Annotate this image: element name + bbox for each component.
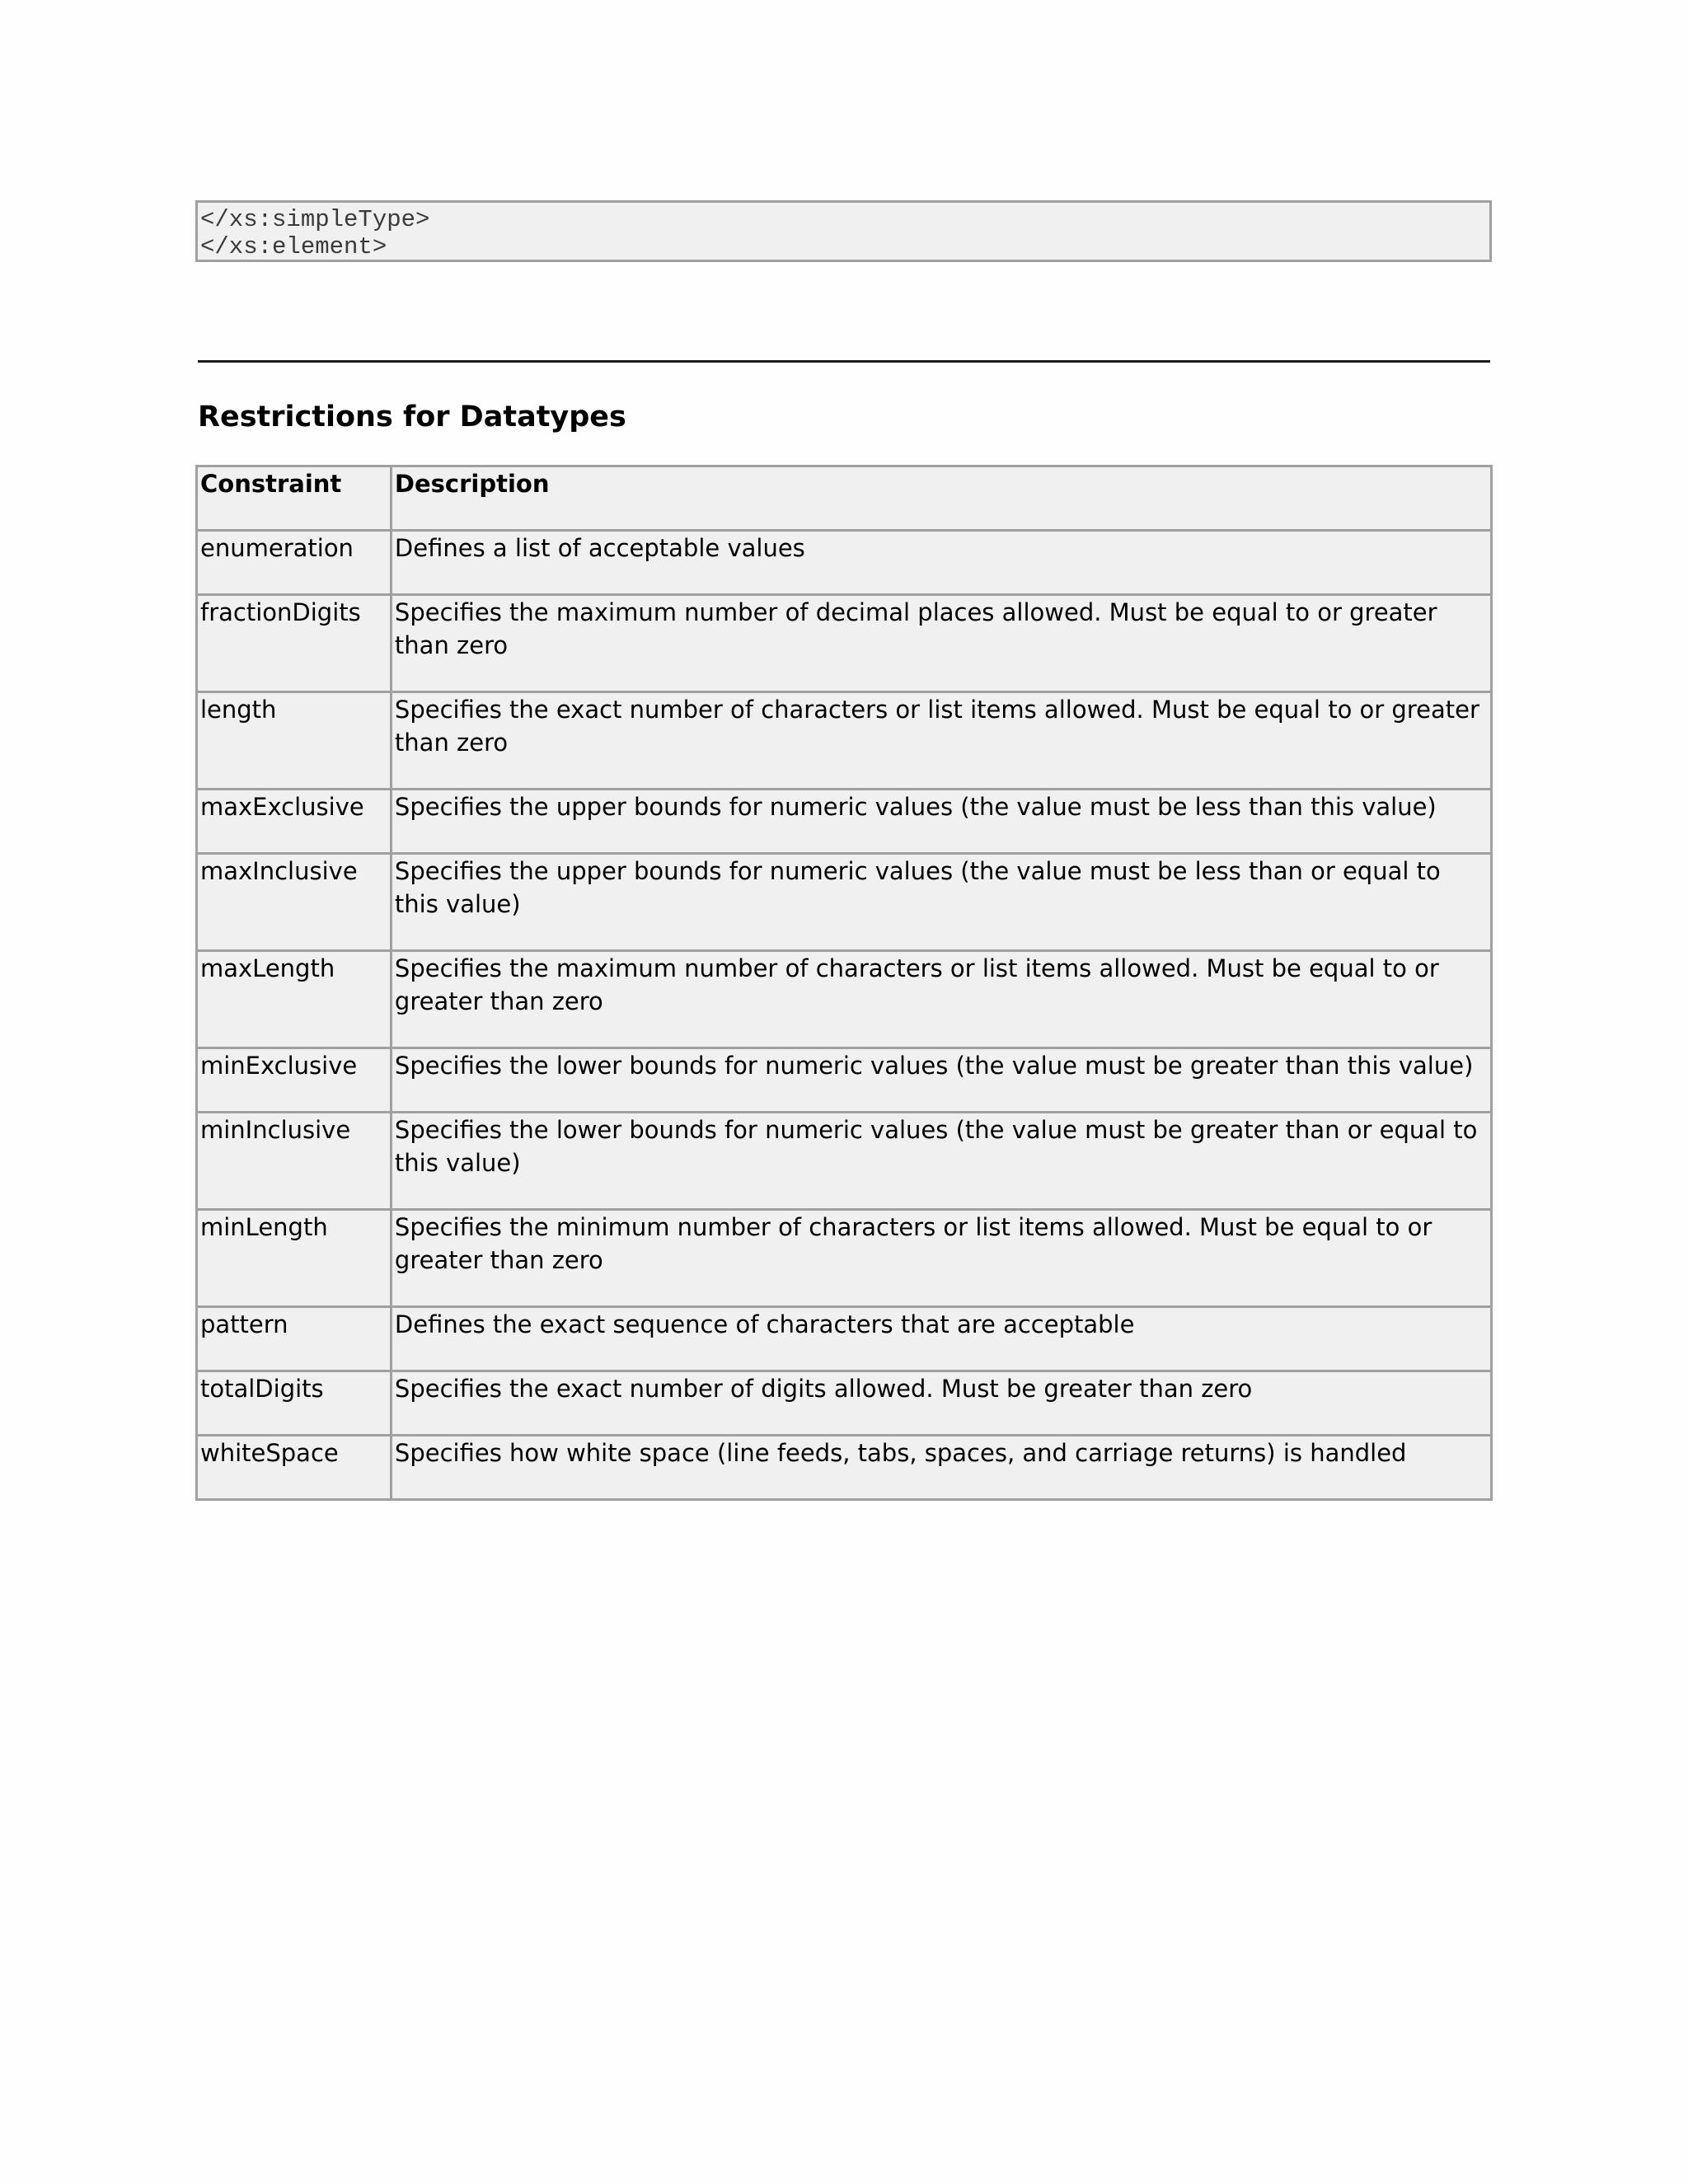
section-heading: Restrictions for Datatypes: [198, 401, 626, 434]
table-row: [197, 790, 1492, 854]
table-row: [197, 1436, 1492, 1500]
description-cell: Specifies the upper bounds for numeric values (the value must be less than this value): [391, 790, 1491, 854]
code-line: </xs:element>: [200, 233, 387, 260]
constraint-cell: totalDigits: [197, 1371, 392, 1436]
description-cell: Specifies the exact number of digits allowed. Must be greater than zero: [391, 1371, 1491, 1436]
constraint-cell: fractionDigits: [197, 595, 392, 692]
description-cell: Specifies the lower bounds for numeric values (the value must be greater than or equal to this value): [391, 1113, 1491, 1210]
table-row: [197, 1307, 1492, 1371]
description-cell: Specifies the upper bounds for numeric values (the value must be less than or equal to this value): [391, 854, 1491, 951]
constraint-cell: minExclusive: [197, 1048, 392, 1113]
table-row: [197, 595, 1492, 692]
description-cell: Defines a list of acceptable values: [391, 531, 1491, 595]
horizontal-rule: [198, 360, 1490, 363]
constraint-cell: maxInclusive: [197, 854, 392, 951]
table-row: [197, 531, 1492, 595]
constraint-cell: enumeration: [197, 531, 392, 595]
constraint-cell: minLength: [197, 1210, 392, 1307]
constraint-cell: maxLength: [197, 951, 392, 1048]
description-cell: Specifies the maximum number of decimal places allowed. Must be equal to or greater than zero: [391, 595, 1491, 692]
table-row: [197, 692, 1492, 790]
table-row: [197, 854, 1492, 951]
table-row: [197, 951, 1492, 1048]
code-line: </xs:simpleType>: [200, 206, 430, 233]
description-cell: Specifies the exact number of characters or list items allowed. Must be equal to or greater than zero: [391, 692, 1491, 790]
table-row: [197, 1048, 1492, 1113]
description-cell: Defines the exact sequence of characters that are acceptable: [391, 1307, 1491, 1371]
description-cell: Specifies the minimum number of characters or list items allowed. Must be equal to or greater than zero: [391, 1210, 1491, 1307]
description-cell: Specifies the lower bounds for numeric values (the value must be greater than this value): [391, 1048, 1491, 1113]
description-cell: Specifies how white space (line feeds, tabs, spaces, and carriage returns) is handled: [391, 1436, 1491, 1500]
code-block: [195, 200, 1492, 262]
constraint-cell: length: [197, 692, 392, 790]
description-cell: Specifies the maximum number of characters or list items allowed. Must be equal to or greater than zero: [391, 951, 1491, 1048]
restrictions-table: [195, 465, 1493, 1501]
table-row: [197, 1113, 1492, 1210]
constraint-cell: pattern: [197, 1307, 392, 1371]
table-row: [197, 1371, 1492, 1436]
table-row: [197, 1210, 1492, 1307]
constraint-cell: maxExclusive: [197, 790, 392, 854]
column-header-description: Description: [391, 466, 1491, 531]
constraint-cell: minInclusive: [197, 1113, 392, 1210]
column-header-constraint: Constraint: [197, 466, 392, 531]
constraint-cell: whiteSpace: [197, 1436, 392, 1500]
table-header-row: [197, 466, 1492, 531]
